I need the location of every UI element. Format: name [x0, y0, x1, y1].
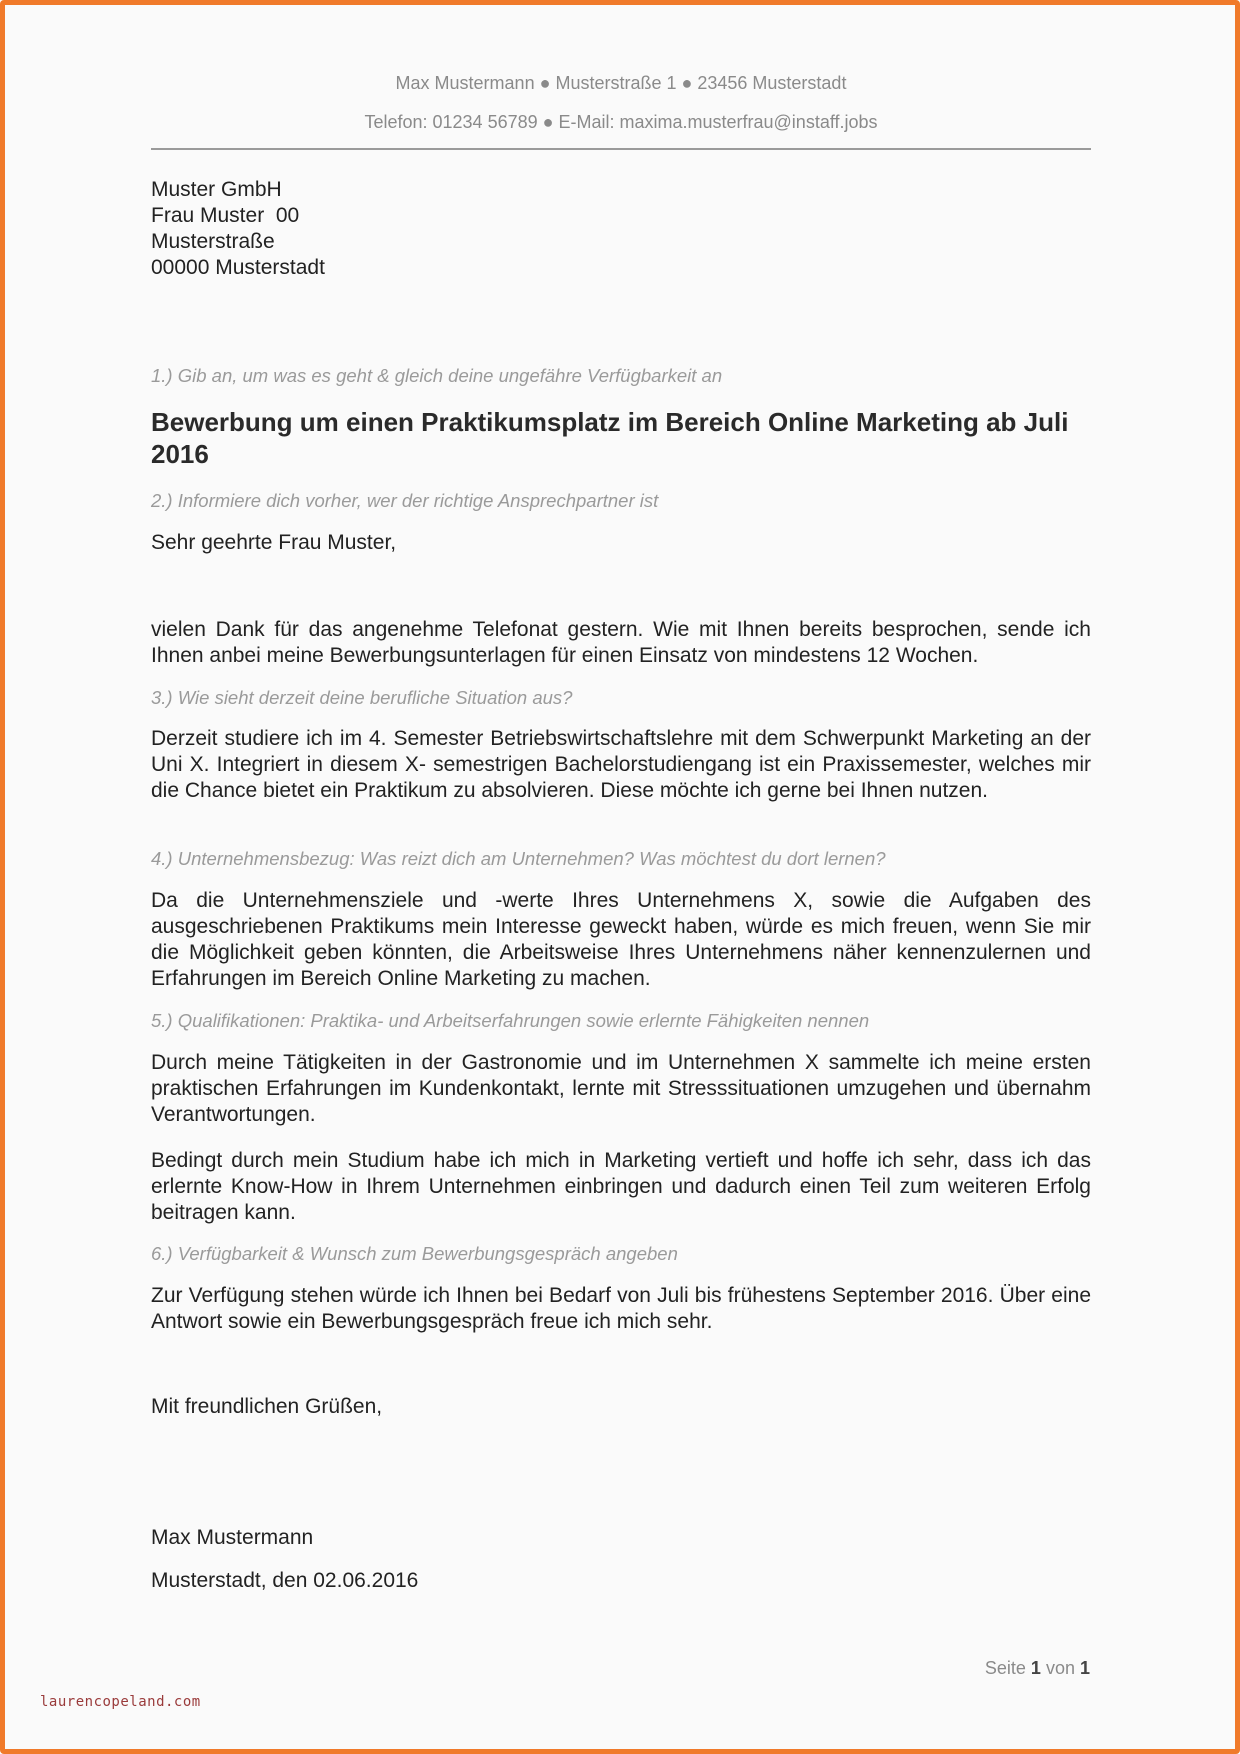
hint-3: 3.) Wie sieht derzeit deine berufliche Situation aus?: [151, 687, 573, 708]
paragraph-5: Bedingt durch mein Studium habe ich mich in Marketing vertieft und hoffe ich sehr, dass ich das erlernte Know-How in Ihrem Unternehmen einbringen und dadurch einen Teil zum weiteren Erfolg beitragen kann.: [151, 1149, 1091, 1224]
page-label: Seite: [984, 1658, 1026, 1678]
paragraph-1: vielen Dank für das angenehme Telefonat gestern. Wie mit Ihnen bereits besprochen, sende ich Ihnen anbei meine Bewerbungsunterlagen für einen Einsatz von mindestens 12 Wochen.: [151, 618, 1091, 667]
page-of: von: [1045, 1658, 1075, 1678]
page-total: 1: [1079, 1658, 1090, 1678]
hint-5: 5.) Qualifikationen: Praktika- und Arbeitserfahrungen sowie erlernte Fähigkeiten nennen: [151, 1010, 870, 1031]
recipient-address: [151, 177, 325, 281]
letter-subject: Bewerbung um einen Praktikumsplatz im Bereich Online Marketing ab Juli 2016: [151, 407, 1069, 469]
recipient-person: Frau Muster 00: [151, 204, 300, 227]
header-divider: [151, 148, 1091, 150]
hint-1: 1.) Gib an, um was es geht & gleich deine ungefähre Verfügbarkeit an: [151, 365, 723, 386]
recipient-company: Muster GmbH: [151, 178, 282, 201]
signature-name: Max Mustermann: [151, 1526, 314, 1549]
sender-line-1: Max Mustermann ● Musterstraße 1 ● 23456 Musterstadt: [395, 73, 847, 93]
closing: Mit freundlichen Grüßen,: [151, 1395, 383, 1418]
page-current: 1: [1030, 1658, 1041, 1678]
paragraph-2: Derzeit studiere ich im 4. Semester Betriebswirtschaftslehre mit dem Schwerpunkt Marketing an der Uni X. Integriert in diesem X- semestrigen Bachelorstudiengang ist ein Praxissemester, welches mir die Chance bietet ein Praktikum zu absolvieren. Diese möchte ich gerne bei Ihnen nutzen.: [151, 727, 1091, 802]
salutation: Sehr geehrte Frau Muster,: [151, 531, 397, 554]
recipient-city: 00000 Musterstadt: [151, 256, 325, 279]
page-number: [985, 1658, 1090, 1679]
place-date: Musterstadt, den 02.06.2016: [151, 1569, 419, 1592]
hint-6: 6.) Verfügbarkeit & Wunsch zum Bewerbungsgespräch angeben: [151, 1243, 678, 1264]
hint-4: 4.) Unternehmensbezug: Was reizt dich am Unternehmen? Was möchtest du dort lernen?: [151, 848, 886, 869]
paragraph-6: Zur Verfügung stehen würde ich Ihnen bei Bedarf von Juli bis frühestens September 2016. Über eine Antwort sowie ein Bewerbungsgespräch freue ich mich sehr.: [151, 1284, 1091, 1333]
hint-2: 2.) Informiere dich vorher, wer der richtige Ansprechpartner ist: [151, 490, 659, 511]
recipient-street: Musterstraße: [151, 230, 275, 253]
paragraph-3: Da die Unternehmensziele und -werte Ihres Unternehmens X, sowie die Aufgaben des ausgeschriebenen Praktikums mein Interesse geweckt haben, würde es mich freuen, wenn Sie mir die Möglichkeit geben könnten, die Arbeitsweise Ihres Unternehmens näher kennenzulernen und Erfahrungen im Bereich Online Marketing zu machen.: [151, 889, 1091, 990]
paragraph-4: Durch meine Tätigkeiten in der Gastronomie und im Unternehmen X sammelte ich meine ersten praktischen Erfahrungen im Kundenkontakt, lernte mit Stresssituationen umzugehen und übernahm Verantwortungen.: [151, 1051, 1091, 1126]
watermark: laurencopeland.com: [40, 1694, 201, 1710]
sender-line-2: Telefon: 01234 56789 ● E-Mail: maxima.musterfrau@instaff.jobs: [364, 112, 878, 132]
